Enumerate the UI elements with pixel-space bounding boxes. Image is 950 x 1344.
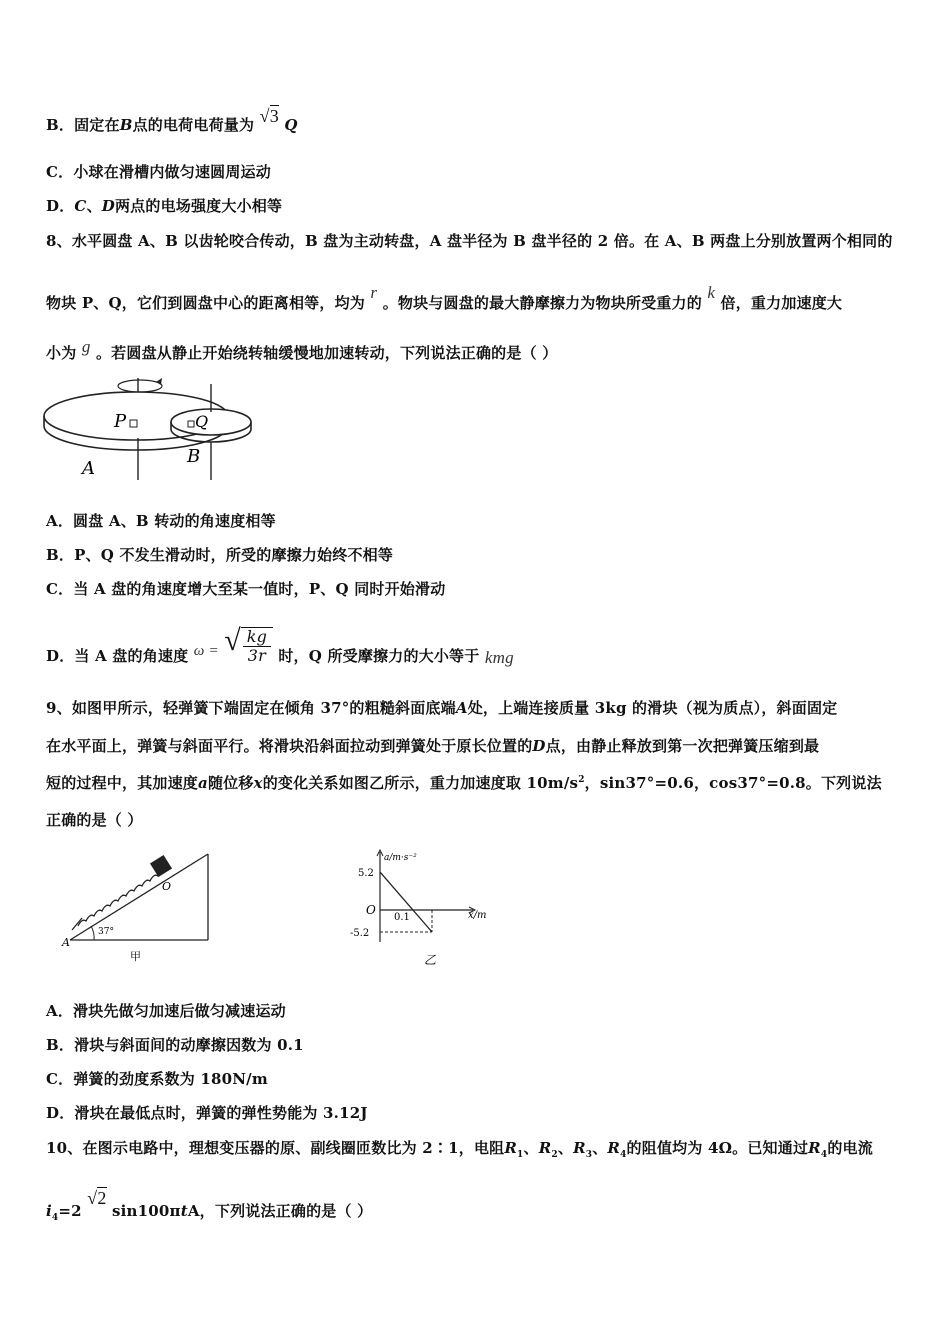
label-a-point: A xyxy=(62,936,70,949)
sqrt-symbol: √3 xyxy=(259,105,279,126)
angle-arc xyxy=(91,926,94,940)
q10-r4: R xyxy=(607,1139,621,1157)
y-top-value: 5.2 xyxy=(358,868,374,879)
q8-option-d[interactable] xyxy=(46,624,514,665)
q10-stem-line2 xyxy=(46,1187,373,1223)
incline-surface xyxy=(70,854,208,940)
q8-option-d-text-b: 时，Q 所受摩擦力的大小等于 xyxy=(278,646,480,665)
q7-var-b: B xyxy=(119,116,133,134)
q8-line3-b: 。若圆盘从静止开始绕转轴缓慢地加速转动，下列说法正确的是（ ） xyxy=(95,344,558,362)
y-bottom-value: -5.2 xyxy=(350,928,370,939)
caption-jia: 甲 xyxy=(130,950,141,963)
q10-r3-sub: 3 xyxy=(585,1150,593,1160)
q8-stem-line2 xyxy=(46,283,843,313)
q8-var-r: r xyxy=(370,283,378,302)
x-axis-label: x/m xyxy=(468,910,487,921)
q8-stem-line3 xyxy=(46,337,558,363)
q8-omega: ω = xyxy=(193,642,219,659)
q9-line3-d: ，sin37°=0.6，cos37°=0.8。下列说法 xyxy=(584,774,882,792)
q9-var-a-point: A xyxy=(455,699,468,717)
angle-label: 37° xyxy=(98,927,114,937)
block-p xyxy=(130,420,137,427)
q8-line3-a: 小为 xyxy=(46,344,77,362)
q8-var-k: k xyxy=(707,283,716,302)
q10-current-sub: 4 xyxy=(51,1213,59,1223)
q9-option-b[interactable]: B．滑块与斜面间的动摩擦因数为 0.1 xyxy=(46,1036,304,1054)
q8-kmg: kmg xyxy=(484,647,514,667)
q7-option-b-text: B．固定在 xyxy=(46,116,120,134)
spring xyxy=(78,870,166,926)
q7-sqrt-value: 3 xyxy=(269,105,279,126)
q10-r3: R xyxy=(573,1139,586,1157)
q7-option-d-text: 两点的电场强度大小相等 xyxy=(114,197,283,215)
q10-r4b-sub: 4 xyxy=(820,1150,828,1160)
q8-option-b[interactable]: B．P、Q 不发生滑动时，所受的摩擦力始终不相等 xyxy=(46,546,394,564)
q9-line3-b: 随位移 xyxy=(207,774,254,792)
q7-option-b[interactable] xyxy=(46,105,298,137)
q10-line2-b: sin100π xyxy=(111,1202,181,1220)
q10-r1: R xyxy=(504,1139,518,1157)
x-tick-label: 0.1 xyxy=(394,912,410,923)
q8-disc-figure xyxy=(40,372,260,484)
q7-option-c[interactable]: C．小球在滑槽内做匀速圆周运动 xyxy=(46,163,271,181)
q7-var-d: D xyxy=(101,197,115,215)
q9-line1-b: 处，上端连接质量 3kg 的滑块（视为质点），斜面固定 xyxy=(467,699,838,717)
label-o: O xyxy=(162,880,172,893)
caption-yi: 乙 xyxy=(424,953,437,967)
q7-var-c: C xyxy=(74,197,87,215)
q8-stem-line1: 8、水平圆盘 A、B 以齿轮咬合传动，B 盘为主动转盘，A 盘半径为 B 盘半径的 2 倍。在 A、B 两盘上分别放置两个相同的 xyxy=(46,232,893,250)
q8-frac-den: 3r xyxy=(247,646,267,665)
q10-sep: 、 xyxy=(557,1139,574,1157)
slider-block xyxy=(150,855,172,877)
y-axis-label: a/m·s⁻² xyxy=(384,853,417,863)
origin-label: O xyxy=(366,903,376,917)
q10-r1-sub: 1 xyxy=(517,1150,524,1160)
q8-option-a[interactable]: A．圆盘 A、B 转动的角速度相等 xyxy=(46,512,276,530)
q7-option-b-text-mid: 点的电荷电荷量为 xyxy=(132,116,255,134)
q9-stem-line2 xyxy=(46,735,819,756)
q8-option-c[interactable]: C．当 A 盘的角速度增大至某一值时，P、Q 同时开始滑动 xyxy=(46,580,446,598)
q9-stem-line3 xyxy=(46,772,882,793)
q7-option-d[interactable] xyxy=(46,195,282,216)
q10-sep: 、 xyxy=(592,1139,608,1157)
q9-option-c[interactable]: C．弹簧的劲度系数为 180N/m xyxy=(46,1070,268,1088)
q8-line2-b: 。物块与圆盘的最大静摩擦力为物块所受重力的 xyxy=(382,294,702,312)
q8-var-g: g xyxy=(81,337,91,356)
q7-option-d-label: D． xyxy=(46,197,75,215)
arrow-head-icon xyxy=(156,378,162,385)
label-p: P xyxy=(114,411,127,432)
q9-superscript: 2 xyxy=(578,775,585,785)
q9-option-a[interactable]: A．滑块先做匀加速后做匀减速运动 xyxy=(46,1002,286,1020)
graph-line xyxy=(380,872,432,932)
q9-line3-c: 的变化关系如图乙所示，重力加速度取 10m/s xyxy=(262,774,579,792)
q10-r2-sub: 2 xyxy=(551,1150,558,1160)
q10-r2: R xyxy=(538,1139,552,1157)
q9-line2-a: 在水平面上，弹簧与斜面平行。将滑块沿斜面拉动到弹簧处于原长位置的 xyxy=(46,737,533,755)
label-b: B xyxy=(187,446,201,467)
label-q: Q xyxy=(195,412,209,431)
q10-line1-a: 10、在图示电路中，理想变压器的原、副线圈匝数比为 2∶1，电阻 xyxy=(46,1139,505,1157)
q9-incline-figure xyxy=(58,848,218,966)
q9-stem-line4: 正确的是（ ） xyxy=(46,811,143,829)
q10-stem-line1 xyxy=(46,1137,873,1160)
q9-line2-b: 点，由静止释放到第一次把弹簧压缩到最 xyxy=(545,737,820,755)
rotation-arrow-icon xyxy=(118,380,162,392)
q10-r4b: R xyxy=(808,1139,821,1157)
q9-var-d-point: D xyxy=(532,737,546,755)
q10-current-eq: =2 xyxy=(58,1202,82,1220)
q8-frac-num: kg xyxy=(246,627,268,646)
q8-option-d-text-a: D．当 A 盘的角速度 xyxy=(46,646,189,665)
q9-line3-a: 短的过程中，其加速度 xyxy=(46,774,199,792)
q7-var-q: Q xyxy=(284,116,298,134)
q8-line2-c: 倍，重力加速度大 xyxy=(720,294,843,312)
q9-ax-graph xyxy=(338,846,503,970)
q9-var-accel: a xyxy=(198,774,208,792)
q8-line2-a: 物块 P、Q，它们到圆盘中心的距离相等，均为 xyxy=(46,294,365,312)
sqrt-symbol: √2 xyxy=(87,1187,107,1208)
q10-r4-sub: 4 xyxy=(620,1150,627,1160)
block-q xyxy=(188,421,194,427)
q9-option-d[interactable]: D．滑块在最低点时，弹簧的弹性势能为 3.12J xyxy=(46,1104,368,1122)
q10-sqrt-value: 2 xyxy=(97,1187,107,1208)
q10-var-t: t xyxy=(180,1202,188,1220)
wall-stop xyxy=(72,918,82,930)
q10-line1-b: 的阻值均为 4Ω。已知通过 xyxy=(626,1139,809,1157)
q10-current-i: i xyxy=(46,1202,52,1220)
disc-b xyxy=(171,409,251,435)
q9-stem-line1 xyxy=(46,697,837,718)
q9-var-x: x xyxy=(253,774,263,792)
q7-sep: 、 xyxy=(86,197,102,215)
sqrt-symbol: √ $\frac{kg}{3r}$ xyxy=(224,624,273,665)
q10-line2-c: A，下列说法正确的是（ ） xyxy=(187,1202,373,1220)
label-a: A xyxy=(82,458,95,479)
q10-line1-c: 的电流 xyxy=(827,1139,873,1157)
q10-sep: 、 xyxy=(523,1139,539,1157)
q9-line1-a: 9、如图甲所示，轻弹簧下端固定在倾角 37°的粗糙斜面底端 xyxy=(46,699,456,717)
